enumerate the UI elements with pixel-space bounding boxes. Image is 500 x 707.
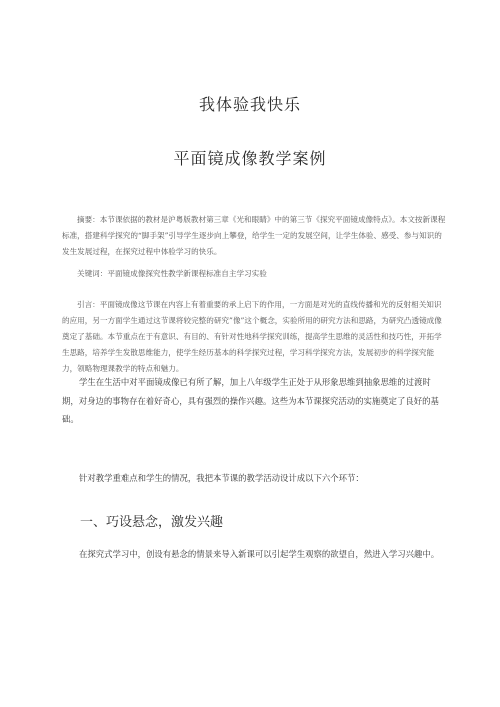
section-paragraph: 在探究式学习中，创设有悬念的情景来导入新课可以引起学生观察的欲望自，然进入学习兴趣中。 [79,549,440,559]
keywords-paragraph: 关键词：平面镜成像探究性教学新课程标准自主学习实验 [77,269,267,278]
intro-paragraph: 引言：平面镜成像这节课在内容上有着重要的承上启下的作用，一方面是对光的直线传播和光的反射相关知识的应用，另一方面学生通过这节课将较完整的研究”像”这个概念，实验所用的研究方法和思路，为研究凸透镜成像奠定了基础。本节重点在于有意识、有目的、有针对性地科学探究训练，提高学生思维的灵活性和技巧性，开拓学生思路，培养学生发散思维能力，使学生经历基本的科学探究过程，学习科学探究方法，发展初步的科学探究能力，领略物理课教学的特点和魅力。 [62,300,442,373]
section-heading: 一、巧设悬念，激发兴趣 [80,515,224,530]
document-title: 我体验我快乐 [198,95,301,114]
abstract-paragraph: 摘要：本节课依据的教材是沪粤版教材第三章《光和眼睛》中的第三节《探究平面镜成像特点》。本文按新课程标准，搭建科学探究的“脚手架”引导学生逐步向上攀登，给学生一定的发展空间，让学生体验、感受、参与知识的发生发展过程，在探究过程中体验学习的快乐。 [62,215,446,256]
design-paragraph: 针对教学重难点和学生的情况，我把本节课的教学活动设计成以下六个环节： [79,473,364,483]
document-subtitle: 平面镜成像教学案例 [173,149,327,168]
student-paragraph: 学生在生活中对平面镜成像已有所了解，加上八年级学生正处于从形象思维到抽象思维的过渡时期，对身边的事物存在着好奇心，具有强烈的操作兴趣。这些为本节课探究活动的实施奠定了良好的基础。 [62,377,439,424]
